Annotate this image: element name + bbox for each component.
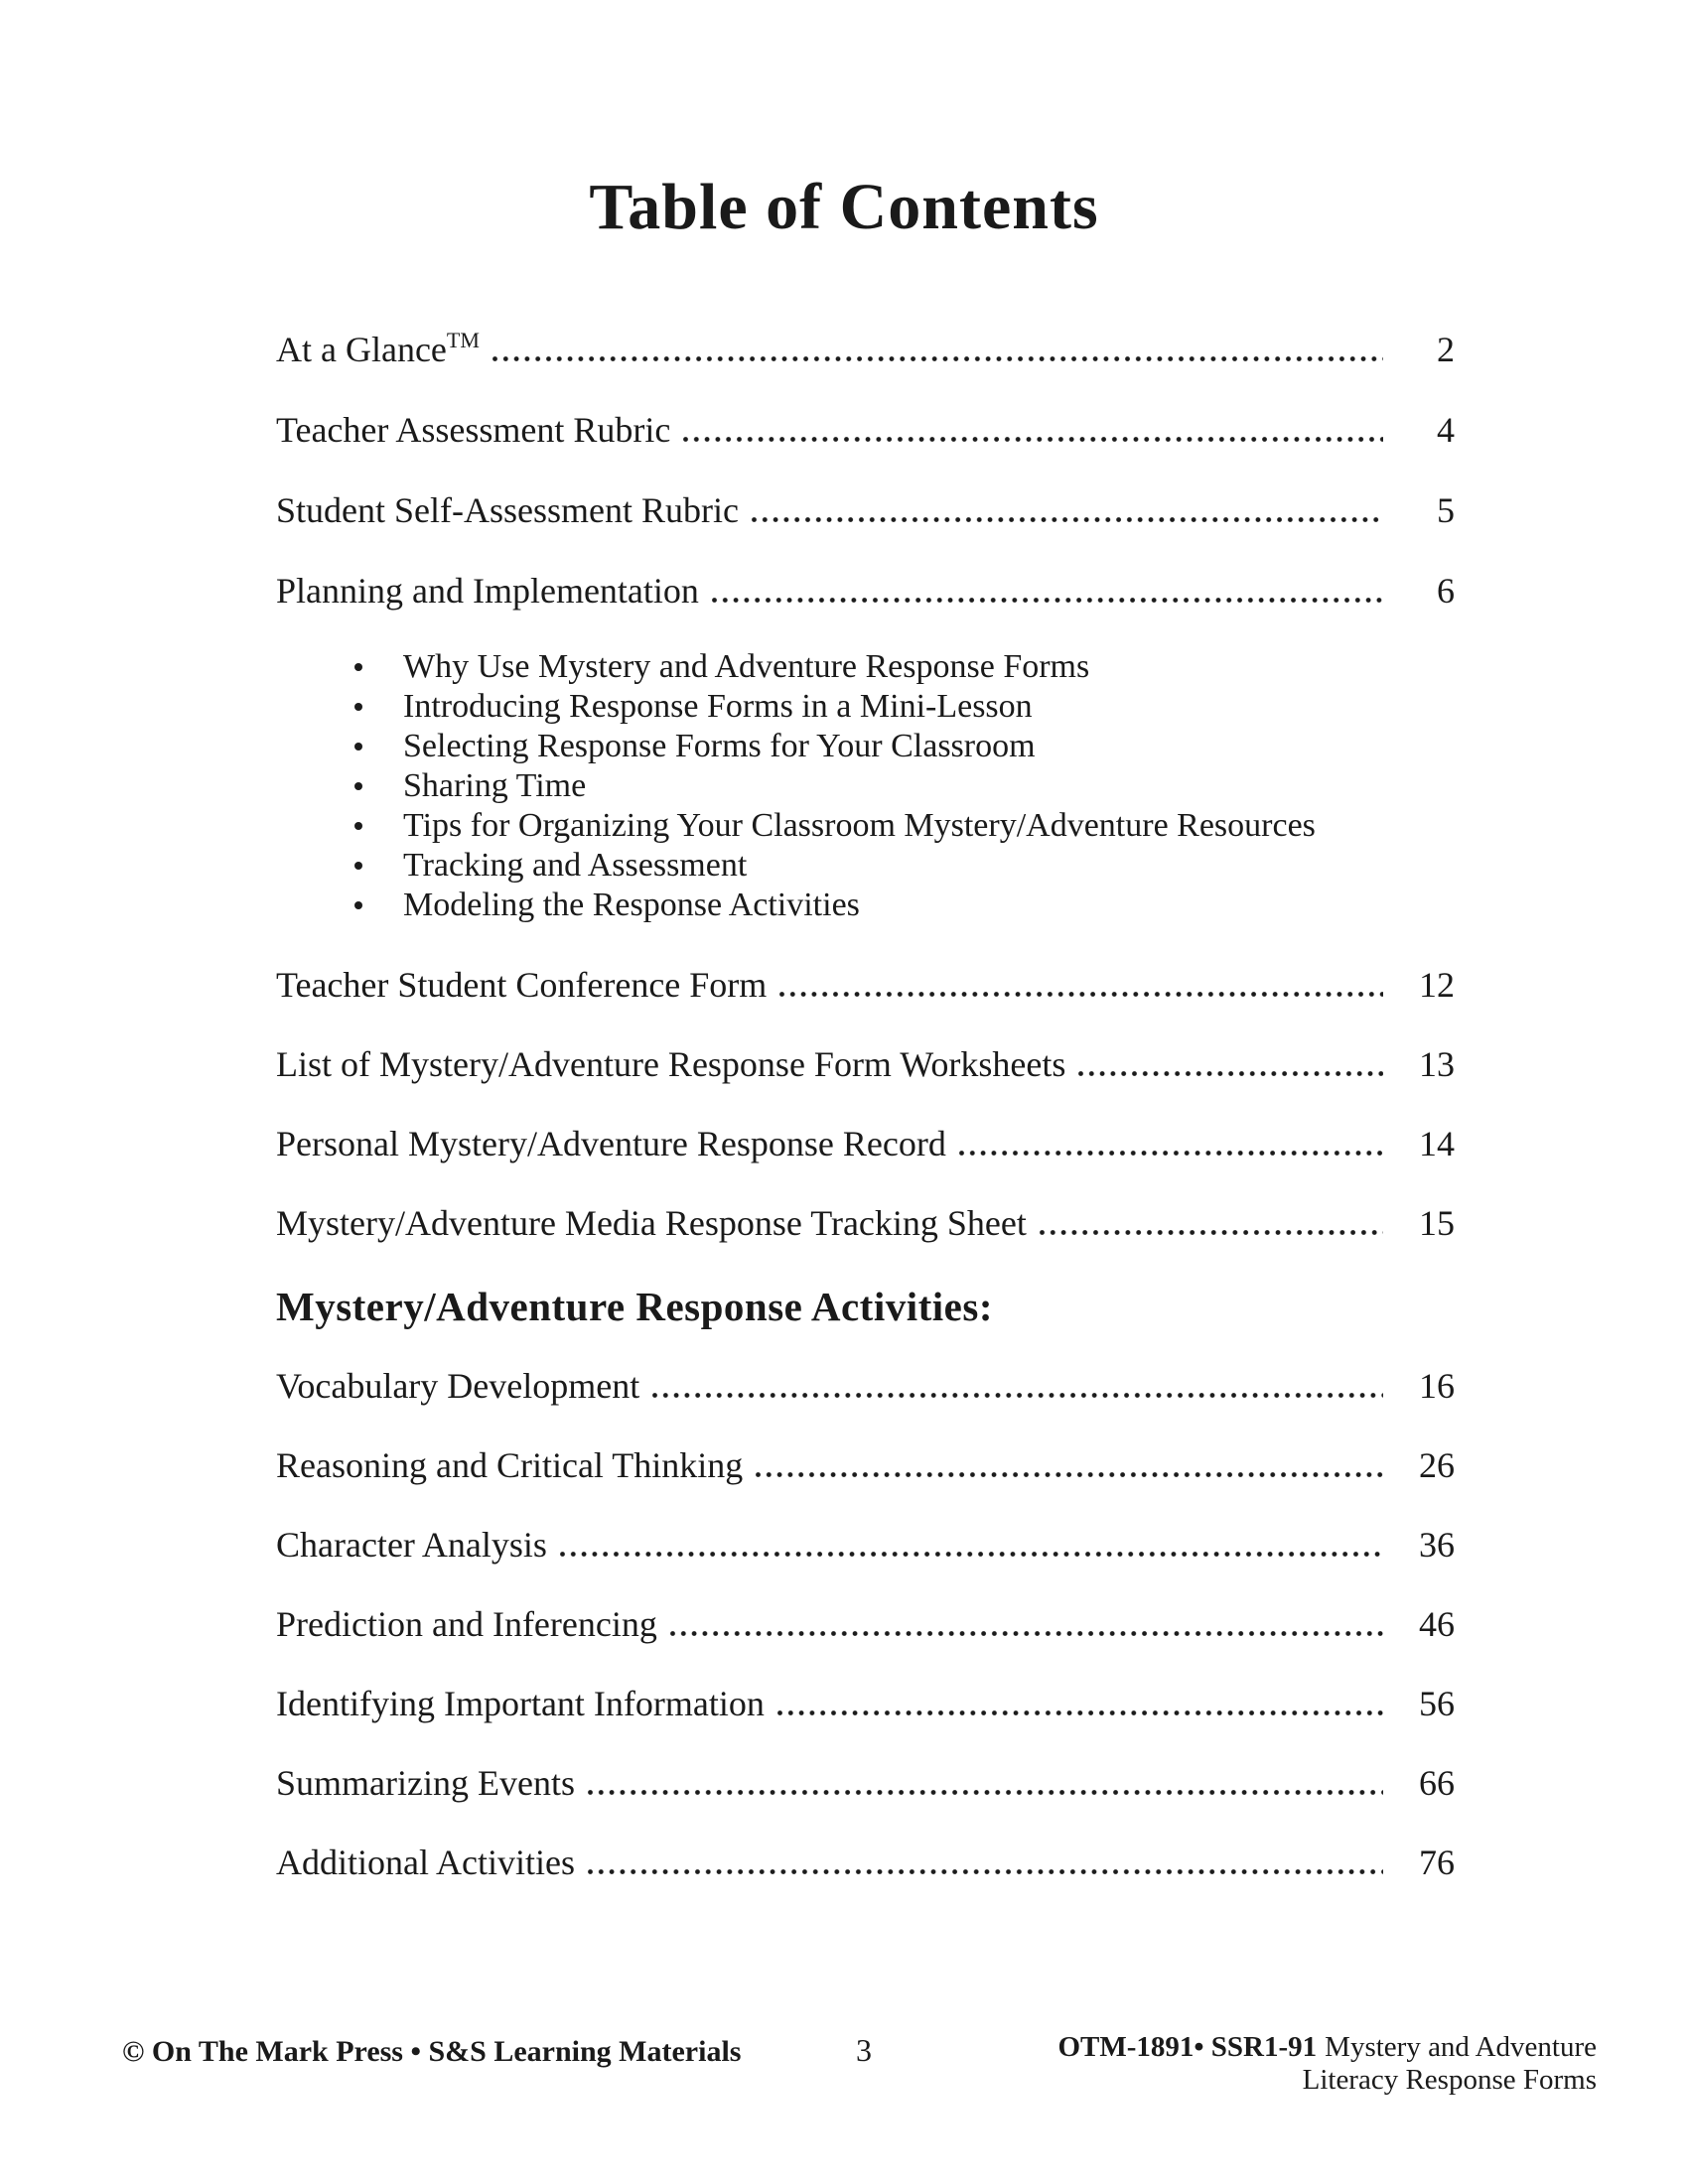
- toc-page-number: 14: [1419, 1124, 1455, 1163]
- toc-page-number: 13: [1419, 1044, 1455, 1084]
- toc-entry: [276, 1602, 1455, 1646]
- bullet-icon: [354, 782, 362, 790]
- toc-entry: [276, 1523, 1455, 1567]
- bullet-item: [354, 647, 1467, 687]
- dot-leader: [651, 1393, 1383, 1398]
- toc-entry: [276, 1122, 1455, 1165]
- bullet-item-label: Tracking and Assessment: [403, 847, 748, 884]
- bullet-item: [354, 846, 1467, 886]
- dot-leader: [755, 1472, 1383, 1477]
- toc-page-number: 66: [1419, 1763, 1455, 1803]
- toc-entry-label: Prediction and Inferencing: [276, 1604, 657, 1644]
- toc-entry: [276, 408, 1455, 452]
- toc-entry: [276, 569, 1455, 613]
- toc-page-number: 2: [1437, 330, 1455, 369]
- toc-page-number: 46: [1419, 1604, 1455, 1644]
- toc-entry-label: Student Self-Assessment Rubric: [276, 490, 739, 530]
- toc-entry: [276, 1841, 1455, 1884]
- bullet-item-label: Sharing Time: [403, 767, 587, 804]
- bullet-icon: [354, 743, 362, 751]
- toc-page-number: 76: [1419, 1843, 1455, 1882]
- toc-entry: [276, 1443, 1455, 1487]
- toc-section-activities: [276, 1364, 1455, 1920]
- toc-entry: [276, 1682, 1455, 1725]
- bullet-item-label: Modeling the Response Activities: [403, 887, 860, 923]
- toc-section-top: [276, 328, 1455, 649]
- dot-leader: [958, 1151, 1383, 1156]
- toc-entry: [276, 963, 1455, 1007]
- page-title: Table of Contents: [589, 171, 1099, 243]
- toc-entry-label: Additional Activities: [276, 1843, 575, 1882]
- toc-page-number: 16: [1419, 1366, 1455, 1406]
- bullet-item: [354, 766, 1467, 806]
- bullet-item-label: Introducing Response Forms in a Mini-Lesson: [403, 688, 1033, 725]
- dot-leader: [778, 992, 1383, 997]
- bullet-item: [354, 727, 1467, 766]
- toc-entry-label: Character Analysis: [276, 1525, 547, 1565]
- dot-leader: [711, 598, 1383, 603]
- toc-entry-text: At a Glance: [276, 330, 447, 369]
- toc-entry: [276, 1201, 1455, 1245]
- toc-entry-label: [276, 328, 480, 371]
- toc-entry-label: Reasoning and Critical Thinking: [276, 1445, 744, 1485]
- section-heading: Mystery/Adventure Response Activities:: [276, 1284, 993, 1329]
- toc-section-mid: [276, 963, 1455, 1281]
- toc-page-number: 56: [1419, 1684, 1455, 1723]
- bullet-icon: [354, 703, 362, 711]
- footer-publication-line1: [1057, 2031, 1597, 2064]
- bullet-item: [354, 687, 1467, 727]
- dot-leader: [1077, 1071, 1383, 1076]
- bullet-icon: [354, 822, 362, 830]
- dot-leader: [682, 437, 1383, 442]
- toc-entry-label: List of Mystery/Adventure Response Form Worksheets: [276, 1044, 1066, 1084]
- dot-leader: [492, 356, 1383, 361]
- bullet-item-label: Tips for Organizing Your Classroom Mystery/Adventure Resources: [403, 807, 1316, 844]
- dot-leader: [587, 1869, 1383, 1874]
- toc-page-number: 6: [1437, 571, 1455, 611]
- toc-entry-label: Vocabulary Development: [276, 1366, 640, 1406]
- bullet-icon: [354, 901, 362, 909]
- footer-publication-line2: Literacy Response Forms: [1302, 2064, 1597, 2096]
- toc-entry: [276, 488, 1455, 532]
- toc-entry-label: Planning and Implementation: [276, 571, 699, 611]
- footer-book-title: Mystery and Adventure: [1325, 2031, 1597, 2063]
- toc-page-number: 36: [1419, 1525, 1455, 1565]
- bullet-item-label: Selecting Response Forms for Your Classroom: [403, 728, 1036, 764]
- bullet-icon: [354, 862, 362, 870]
- bullet-list: [354, 647, 1467, 925]
- dot-leader: [751, 517, 1383, 522]
- footer-product-code: OTM-1891• SSR1-91: [1057, 2031, 1318, 2063]
- toc-entry-label: Teacher Student Conference Form: [276, 965, 768, 1005]
- toc-entry-label: Teacher Assessment Rubric: [276, 410, 671, 450]
- bullet-icon: [354, 663, 362, 671]
- toc-page-number: 15: [1419, 1203, 1455, 1243]
- toc-entry: [276, 1042, 1455, 1086]
- footer-page-number: 3: [856, 2032, 872, 2068]
- toc-page-number: 26: [1419, 1445, 1455, 1485]
- dot-leader: [669, 1631, 1383, 1636]
- bullet-item-label: Why Use Mystery and Adventure Response Forms: [403, 648, 1090, 685]
- dot-leader: [587, 1790, 1383, 1795]
- toc-entry-label: Summarizing Events: [276, 1763, 575, 1803]
- bullet-item: [354, 806, 1467, 846]
- toc-entry-label: Mystery/Adventure Media Response Tracking Sheet: [276, 1203, 1027, 1243]
- toc-entry: [276, 1761, 1455, 1805]
- footer-copyright: © On The Mark Press • S&S Learning Materials: [122, 2035, 742, 2068]
- toc-page-number: 5: [1437, 490, 1455, 530]
- dot-leader: [1039, 1230, 1383, 1235]
- footer-publication: [1057, 2031, 1597, 2097]
- trademark-superscript: TM: [446, 328, 480, 352]
- dot-leader: [559, 1552, 1383, 1557]
- toc-entry: [276, 1364, 1455, 1408]
- toc-entry-label: Personal Mystery/Adventure Response Record: [276, 1124, 946, 1163]
- toc-entry-label: Identifying Important Information: [276, 1684, 765, 1723]
- dot-leader: [776, 1710, 1383, 1715]
- toc-page-number: 12: [1419, 965, 1455, 1005]
- toc-entry: [276, 328, 1455, 371]
- toc-page-number: 4: [1437, 410, 1455, 450]
- bullet-item: [354, 886, 1467, 925]
